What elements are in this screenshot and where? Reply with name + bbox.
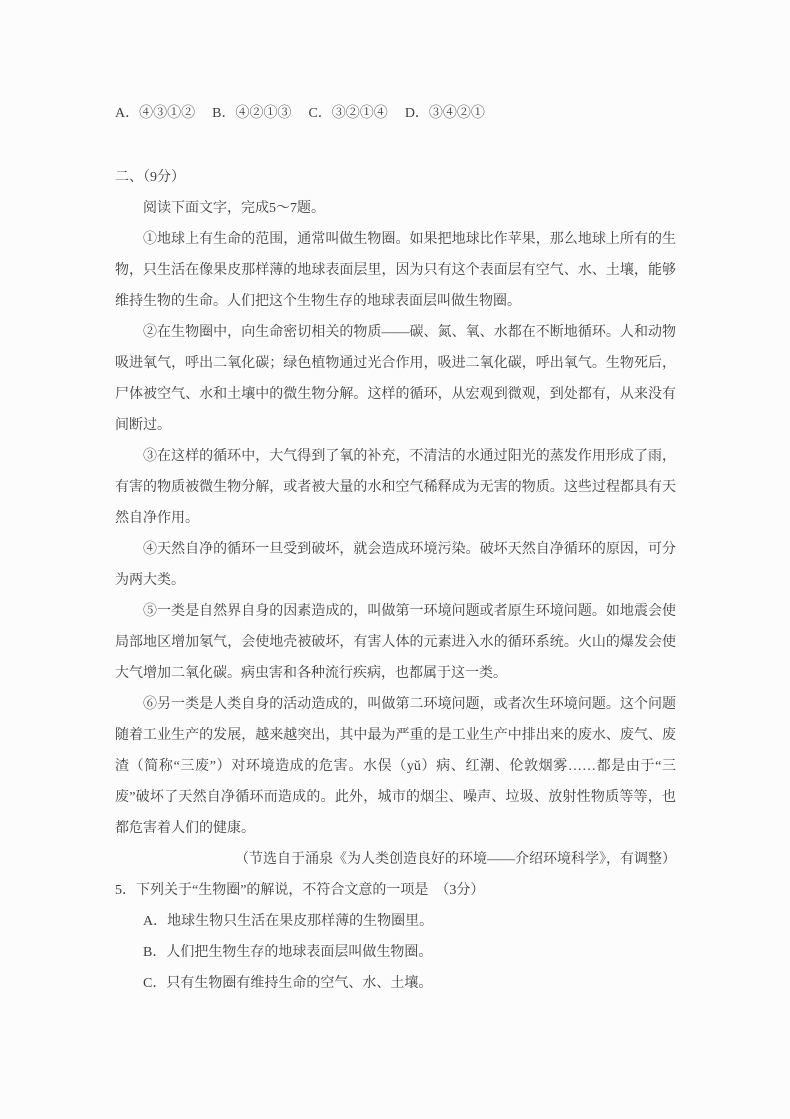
question4-option-d: D．③④②① — [404, 106, 485, 121]
question5-option-a: A．地球生物只生活在果皮那样薄的生物圈里。 — [143, 914, 434, 929]
question5-option-c: C．只有生物圈有维持生命的空气、水、土壤。 — [143, 976, 433, 991]
question4-options-row — [115, 98, 676, 129]
passage-citation: （节选自于涌泉《为人类创造良好的环境——介绍环境科学》，有调整） — [235, 852, 676, 867]
passage-instruction: 阅读下面文字，完成5～7题。 — [143, 201, 325, 216]
passage-paragraph-4: ④天然自净的循环一旦受到破坏，就会造成环境污染。破坏天然自净循环的原因，可分为两大类。 — [115, 542, 676, 588]
section-spacer — [115, 129, 676, 162]
question4-option-c: C．③②①④ — [308, 106, 388, 121]
question4-option-a: A．④③①② — [115, 106, 196, 121]
passage-paragraph-1: ①地球上有生命的范围，通常叫做生物圈。如果把地球比作苹果，那么地球上所有的生物，只生活在像果皮那样薄的地球表面层里，因为只有这个表面层有空气、水、土壤，能够维持生物的生命。人们把这个生物生存的地球表面层叫做生物圈。 — [115, 232, 676, 309]
question5-stem: 5．下列关于“生物圈”的解说，不符合文意的一项是 （3分） — [115, 883, 485, 898]
passage-paragraph-2: ②在生物圈中，向生命密切相关的物质——碳、氮、氧、水都在不断地循环。人和动物吸进氧气，呼出二氧化碳；绿色植物通过光合作用，吸进二氧化碳，呼出氧气。生物死后，尸体被空气、水和土壤中的微生物分解。这样的循环，从宏观到微观，到处都有，从来没有间断过。 — [115, 325, 676, 433]
section-header: 二、（9分） — [115, 170, 185, 185]
question5-option-b: B．人们把生物生存的地球表面层叫做生物圈。 — [143, 945, 433, 960]
passage-paragraph-5: ⑤一类是自然界自身的因素造成的，叫做第一环境问题或者原生环境问题。如地震会使局部地区增加氡气，会使地壳被破坏，有害人体的元素进入水的循环系统。火山的爆发会使大气增加二氧化碳。病虫害和各种流行疾病，也都属于这一类。 — [115, 604, 676, 681]
passage-paragraph-3: ③在这样的循环中，大气得到了氧的补充，不清洁的水通过阳光的蒸发作用形成了雨，有害的物质被微生物分解，或者被大量的水和空气稀释成为无害的物质。这些过程都具有天然自净作用。 — [115, 449, 676, 526]
passage-paragraph-6: ⑥另一类是人类自身的活动造成的，叫做第二环境问题，或者次生环境问题。这个问题随着工业生产的发展，越来越突出，其中最为严重的是工业生产中排出来的废水、废气、废渣（简称“三废”）对环境造成的危害。水俣（yǔ）病、红潮、伦敦烟雾……都是由于“三废”破坏了天然自净循环而造成的。此外，城市的烟尘、噪声、垃圾、放射性物质等等，也都危害着人们的健康。 — [115, 697, 676, 836]
question4-option-b: B．④②①③ — [212, 106, 292, 121]
